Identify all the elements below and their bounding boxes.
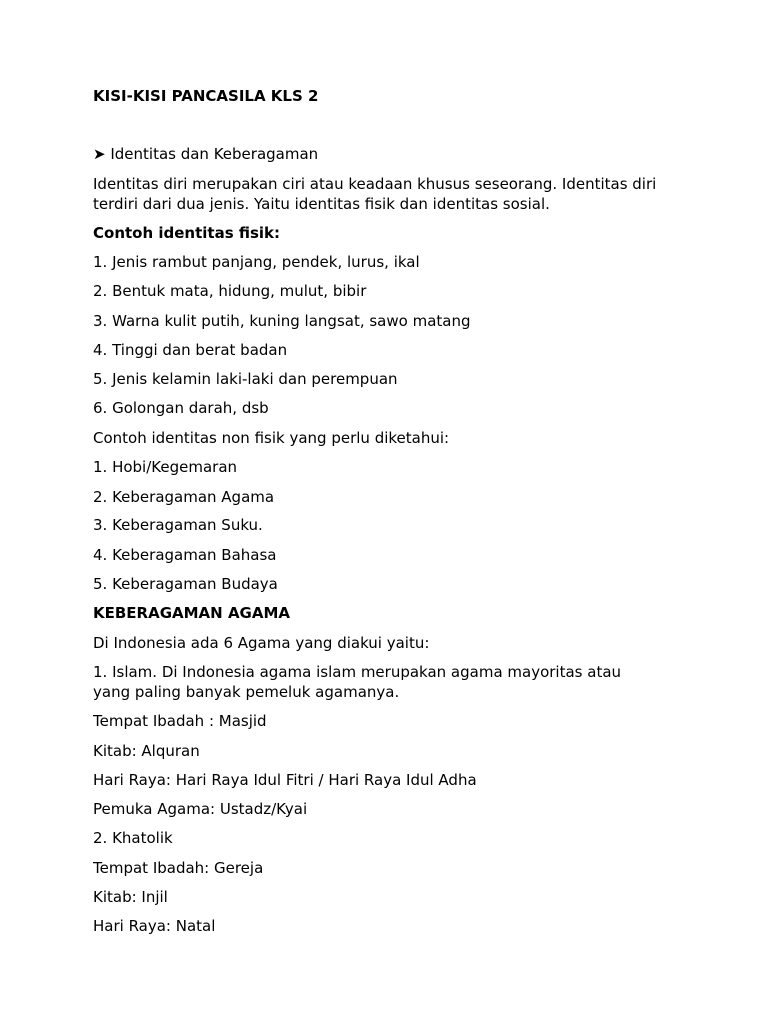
islam-paragraph-line-1: 1. Islam. Di Indonesia agama islam merupakan agama mayoritas atau [93, 663, 622, 681]
list-item: 5. Jenis kelamin laki-laki dan perempuan [93, 370, 398, 388]
list-item: 1. Jenis rambut panjang, pendek, lurus, ikal [93, 253, 420, 271]
list-item: Tempat Ibadah : Masjid [93, 712, 267, 730]
islam-paragraph-line-2: yang paling banyak pemeluk agamanya. [93, 683, 400, 701]
intro-paragraph-line-1: Identitas diri merupakan ciri atau keadaan khusus seseorang. Identitas diri [93, 175, 657, 193]
list-item: 6. Golongan darah, dsb [93, 399, 269, 417]
document-page [93, 0, 693, 1024]
nonphysical-identity-heading: Contoh identitas non fisik yang perlu diketahui: [93, 429, 450, 447]
physical-identity-heading: Contoh identitas fisik: [93, 224, 281, 242]
document-title: KISI-KISI PANCASILA KLS 2 [93, 87, 319, 105]
list-item: Hari Raya: Hari Raya Idul Fitri / Hari Raya Idul Adha [93, 771, 477, 789]
list-item: 5. Keberagaman Budaya [93, 575, 278, 593]
religion-intro: Di Indonesia ada 6 Agama yang diakui yaitu: [93, 634, 430, 652]
list-item: 4. Keberagaman Bahasa [93, 546, 277, 564]
list-item: Tempat Ibadah: Gereja [93, 859, 264, 877]
list-item: Kitab: Injil [93, 888, 168, 906]
religion-heading: KEBERAGAMAN AGAMA [93, 604, 291, 622]
list-item: 3. Keberagaman Suku. [93, 516, 263, 534]
section-heading-identitas: ➤ Identitas dan Keberagaman [93, 145, 319, 163]
list-item: Pemuka Agama: Ustadz/Kyai [93, 800, 308, 818]
list-item: Kitab: Alquran [93, 742, 200, 760]
katolik-heading: 2. Khatolik [93, 829, 173, 847]
list-item: 2. Bentuk mata, hidung, mulut, bibir [93, 282, 367, 300]
list-item: 4. Tinggi dan berat badan [93, 341, 288, 359]
list-item: 3. Warna kulit putih, kuning langsat, sawo matang [93, 312, 471, 330]
list-item: Hari Raya: Natal [93, 917, 216, 935]
list-item: 1. Hobi/Kegemaran [93, 458, 238, 476]
intro-paragraph-line-2: terdiri dari dua jenis. Yaitu identitas fisik dan identitas sosial. [93, 195, 550, 213]
list-item: 2. Keberagaman Agama [93, 488, 275, 506]
